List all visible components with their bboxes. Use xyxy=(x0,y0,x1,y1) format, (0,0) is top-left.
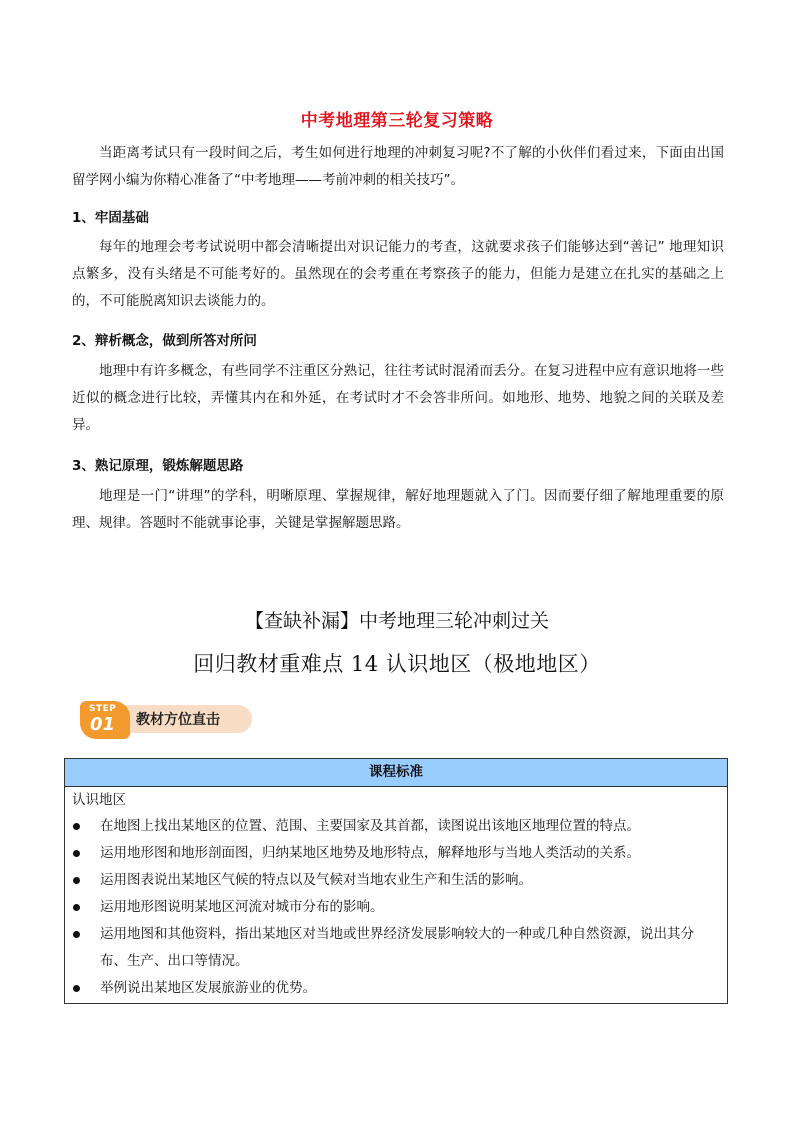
bullet-dot-icon xyxy=(73,850,80,857)
step-badge xyxy=(80,701,130,739)
list-item-text: 在地图上找出某地区的位置、范围、主要国家及其首都，读图说出该地区地理位置的特点。 xyxy=(100,818,640,834)
list-item-text: 运用图表说出某地区气候的特点以及气候对当地农业生产和生活的影响。 xyxy=(100,872,532,888)
section-body-2: 地理中有许多概念，有些同学不注重区分熟记，往往考试时混淆而丢分。在复习进程中应有意识地将一些近似的概念进行比较，弄懂其内在和外延，在考试时才不会答非所问。如地形、地势、地貌之间的关联及差异。 xyxy=(72,363,724,433)
list-item xyxy=(65,867,727,894)
standards-header: 课程标准 xyxy=(65,759,727,787)
page-title: 中考地理第三轮复习策略 xyxy=(300,111,494,131)
bullet-dot-icon xyxy=(73,823,80,830)
bullet-dot-icon xyxy=(73,904,80,911)
list-item xyxy=(65,894,727,921)
section-body-1: 每年的地理会考考试说明中都会清晰提出对识记能力的考查，这就要求孩子们能够达到“善记” 地理知识点繁多，没有头绪是不可能考好的。虽然现在的会考重在考察孩子的能力，但能力是建立在扎实的基础之上的，不可能脱离知识去谈能力的。 xyxy=(72,239,724,309)
curriculum-standards-table xyxy=(64,758,728,1004)
bullet-dot-icon xyxy=(73,877,80,884)
list-item xyxy=(65,921,727,975)
intro-paragraph: 当距离考试只有一段时间之后，考生如何进行地理的冲刺复习呢?不了解的小伙伴们看过来，下面由出国留学网小编为你精心准备了“中考地理——考前冲刺的相关技巧”。 xyxy=(72,145,724,188)
subtitle-topic: 回归教材重难点 14 认识地区（极地地区） xyxy=(193,652,601,676)
list-item xyxy=(65,813,727,840)
list-item-text: 运用地形图和地形剖面图，归纳某地区地势及地形特点，解释地形与当地人类活动的关系。 xyxy=(100,845,640,861)
bullet-dot-icon xyxy=(73,985,80,992)
bullet-dot-icon xyxy=(73,931,80,938)
step-banner xyxy=(80,701,252,739)
section-body-3: 地理是一门“讲理”的学科，明晰原理、掌握规律，解好地理题就入了门。因而要仔细了解地理重要的原理、规律。答题时不能就事论事，关键是掌握解题思路。 xyxy=(72,488,724,531)
section-heading-3: 3、熟记原理，锻炼解题思路 xyxy=(72,458,244,474)
standards-list xyxy=(65,813,727,1002)
section-heading-1: 1、牢固基础 xyxy=(72,210,149,226)
list-item-text: 运用地形图说明某地区河流对城市分布的影响。 xyxy=(100,899,384,915)
step-number: 01 xyxy=(90,714,116,735)
list-item xyxy=(65,975,727,1002)
step-label: STEP xyxy=(89,704,117,714)
step-text: 教材方位直击 xyxy=(136,712,220,728)
standards-intro: 认识地区 xyxy=(72,792,126,808)
subtitle-series: 【查缺补漏】中考地理三轮冲刺过关 xyxy=(244,610,549,632)
section-heading-2: 2、辩析概念，做到所答对所问 xyxy=(72,333,257,349)
list-item xyxy=(65,840,727,867)
list-item-text: 运用地图和其他资料，指出某地区对当地或世界经济发展影响较大的一种或几种自然资源，说出其分布、生产、出口等情况。 xyxy=(100,926,694,969)
list-item-text: 举例说出某地区发展旅游业的优势。 xyxy=(100,980,316,996)
